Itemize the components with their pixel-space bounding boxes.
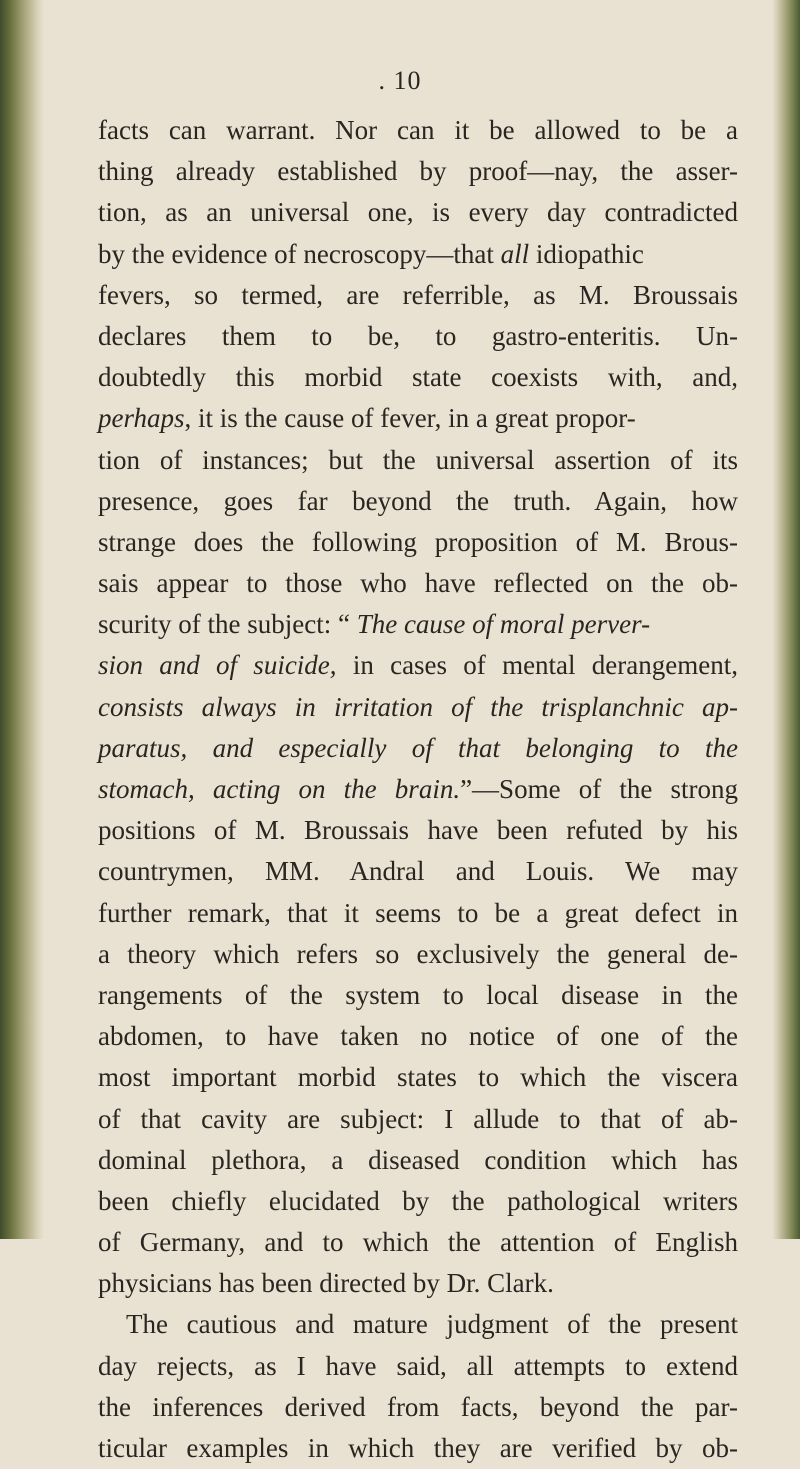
italic-text: sion and of suicide,: [98, 650, 337, 681]
text-segment: ticular examples in which they are verified by ob-: [98, 1433, 738, 1463]
text-line: [98, 851, 738, 892]
text-segment: thing already established by proof—nay, the asser-: [98, 156, 738, 187]
text-segment: the inferences derived from facts, beyond the par-: [98, 1391, 738, 1422]
italic-text: paratus, and especially of that belonging to the: [98, 732, 738, 763]
text-line: [98, 1263, 738, 1304]
text-segment: by the evidence of necroscopy—that: [98, 238, 501, 269]
text-line: [98, 1057, 738, 1098]
italic-text: perhaps: [98, 403, 185, 434]
text-line: [98, 1428, 738, 1469]
text-segment: day rejects, as I have said, all attempts to extend: [98, 1350, 738, 1381]
text-line: [98, 151, 738, 192]
italic-text: stomach, acting on the brain.: [98, 774, 461, 804]
text-line: [98, 975, 738, 1016]
text-segment: countrymen, MM. Andral and Louis. We may: [98, 856, 738, 887]
text-line: [98, 1346, 738, 1387]
text-segment: ”—Some of the strong: [460, 774, 738, 804]
text-line: [98, 1181, 738, 1222]
text-segment: fevers, so termed, are referrible, as M. Broussais: [98, 279, 738, 310]
text-segment: tion of instances; but the universal assertion of its: [98, 444, 738, 475]
text-line: [98, 398, 738, 439]
text-line: [98, 234, 738, 275]
text-line: [98, 1387, 738, 1428]
text-line: [98, 110, 738, 151]
text-segment: in cases of mental derangement,: [336, 650, 738, 681]
text-line: [98, 1222, 738, 1263]
text-segment: sais appear to those who have reflected on the ob-: [98, 568, 738, 599]
text-line: [98, 687, 738, 728]
text-segment: The cautious and mature judgment of the present: [126, 1309, 738, 1340]
text-segment: positions of M. Broussais have been refuted by his: [98, 815, 738, 846]
text-line: [98, 604, 738, 645]
body-text: [98, 110, 738, 1469]
text-segment: of Germany, and to which the attention of English: [98, 1227, 738, 1258]
text-segment: physicians has been directed by Dr. Clark.: [98, 1268, 554, 1299]
text-segment: scurity of the subject: “: [98, 609, 357, 640]
text-line: [98, 275, 738, 316]
text-line: [98, 810, 738, 851]
italic-text: all: [500, 238, 530, 269]
text-segment: , it is the cause of fever, in a great propor-: [184, 403, 636, 434]
text-line: [98, 192, 738, 233]
text-segment: idiopathic: [529, 238, 644, 269]
text-segment: abdomen, to have taken no notice of one of the: [98, 1021, 738, 1052]
text-line: [98, 563, 738, 604]
text-line: [98, 1099, 738, 1140]
text-line: [98, 728, 738, 769]
text-line: [98, 522, 738, 563]
text-segment: presence, goes far beyond the truth. Again, how: [98, 485, 738, 516]
italic-text: consists always in irritation of the trisplanchnic ap-: [98, 691, 738, 722]
text-segment: declares them to be, to gastro-enteritis. Un-: [98, 320, 738, 351]
page-number: . 10: [378, 66, 422, 95]
text-segment: further remark, that it seems to be a great defect in: [98, 897, 738, 928]
text-line: [98, 440, 738, 481]
text-segment: a theory which refers so exclusively the general de-: [98, 938, 738, 969]
text-line: [98, 893, 738, 934]
text-line: [98, 769, 738, 810]
text-segment: strange does the following proposition of M. Brous-: [98, 526, 738, 557]
text-segment: of that cavity are subject: I allude to that of ab-: [98, 1103, 738, 1134]
text-segment: doubtedly this morbid state coexists with, and,: [98, 362, 738, 393]
text-line: [98, 1304, 738, 1345]
book-binding-left: [0, 0, 44, 1239]
text-segment: been chiefly elucidated by the pathological writers: [98, 1185, 738, 1216]
text-line: [98, 934, 738, 975]
text-segment: facts can warrant. Nor can it be allowed to be a: [98, 115, 738, 145]
text-line: [98, 316, 738, 357]
text-segment: tion, as an universal one, is every day contradicted: [98, 197, 738, 228]
text-segment: most important morbid states to which the viscera: [98, 1062, 738, 1093]
text-segment: dominal plethora, a diseased condition which has: [98, 1144, 738, 1175]
text-line: [98, 357, 738, 398]
text-line: [98, 645, 738, 686]
text-line: [98, 1140, 738, 1181]
text-line: [98, 481, 738, 522]
italic-text: The cause of moral perver-: [356, 609, 651, 640]
text-line: [98, 1016, 738, 1057]
text-segment: rangements of the system to local disease in the: [98, 979, 738, 1010]
book-binding-right: [772, 0, 800, 1239]
